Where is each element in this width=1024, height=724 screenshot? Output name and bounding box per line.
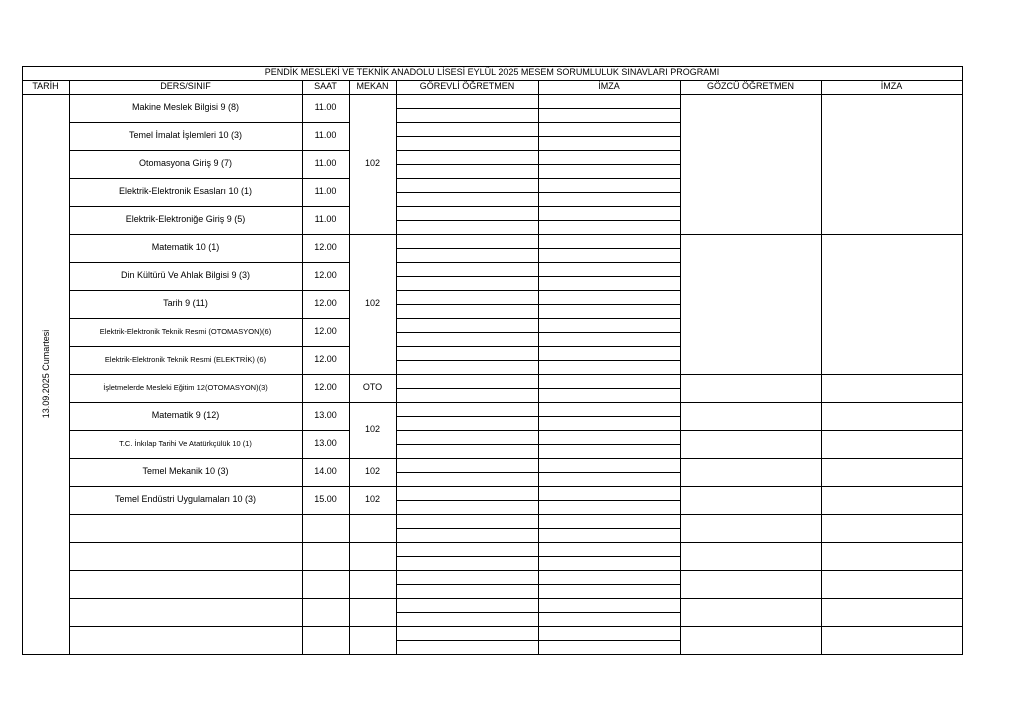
observer-row-divider — [680, 430, 963, 431]
exam-time-cell — [302, 626, 349, 654]
signature-sub-line — [396, 220, 681, 221]
signature-sub-line — [396, 472, 681, 473]
exam-time-cell: 11.00 — [314, 130, 337, 141]
signature-row-line — [396, 486, 681, 487]
exam-time-cell — [302, 542, 349, 570]
course-name-cell: Makine Meslek Bilgisi 9 (8) — [131, 102, 240, 113]
exam-time-cell — [302, 570, 349, 598]
observer-row-divider — [680, 542, 963, 543]
observer-row-divider — [680, 626, 963, 627]
exam-room-cell: 102 — [364, 466, 381, 477]
signature-sub-line — [396, 136, 681, 137]
header-ders-sinif: DERS/SINIF — [160, 81, 211, 92]
signature-row-line — [396, 234, 681, 235]
exam-time-cell: 12.00 — [314, 298, 337, 309]
table-top-border — [22, 66, 963, 67]
course-name-cell: Matematik 10 (1) — [151, 242, 220, 253]
table-right-border — [962, 66, 963, 655]
exam-time-cell: 12.00 — [314, 354, 337, 365]
observer-row-divider — [680, 234, 963, 235]
signature-sub-line — [396, 528, 681, 529]
course-name-cell — [69, 570, 302, 598]
header-imza-gozcu: İMZA — [880, 81, 903, 92]
course-name-cell: Din Kültürü Ve Ahlak Bilgisi 9 (3) — [120, 270, 251, 281]
course-name-cell: Otomasyona Giriş 9 (7) — [138, 158, 233, 169]
signature-row-line — [396, 514, 681, 515]
observer-row-divider — [680, 458, 963, 459]
signature-sub-line — [396, 108, 681, 109]
course-name-cell: İşletmelerde Mesleki Eğitim 12(OTOMASYON)(3) — [103, 382, 268, 392]
exam-room-cell: 102 — [364, 298, 381, 309]
exam-room-cell: 102 — [364, 494, 381, 505]
table-left-border — [22, 66, 23, 655]
exam-time-cell: 15.00 — [314, 494, 337, 505]
exam-time-cell: 12.00 — [314, 326, 337, 337]
exam-time-cell: 11.00 — [314, 158, 337, 169]
signature-sub-line — [396, 416, 681, 417]
exam-room-cell: OTO — [362, 382, 383, 393]
signature-sub-line — [396, 612, 681, 613]
signature-sub-line — [396, 444, 681, 445]
signature-sub-line — [396, 304, 681, 305]
signature-sub-line — [396, 276, 681, 277]
course-name-cell: Elektrik-Elektroniğe Giriş 9 (5) — [125, 214, 246, 225]
signature-row-line — [396, 570, 681, 571]
exam-room-cell: 102 — [364, 158, 381, 169]
course-name-cell: Elektrik-Elektronik Teknik Resmi (ELEKTRİK) (6) — [104, 354, 267, 364]
column-divider — [396, 80, 397, 655]
exam-time-cell — [302, 514, 349, 542]
exam-time-cell: 11.00 — [314, 214, 337, 225]
course-name-cell: Elektrik-Elektronik Esasları 10 (1) — [118, 186, 253, 197]
observer-row-divider — [680, 374, 963, 375]
course-name-cell: Temel İmalat İşlemleri 10 (3) — [128, 130, 243, 141]
signature-row-line — [396, 178, 681, 179]
signature-row-line — [396, 206, 681, 207]
exam-time-cell: 11.00 — [314, 186, 337, 197]
exam-room-cell — [349, 570, 396, 598]
course-name-cell — [69, 542, 302, 570]
observer-row-divider — [680, 598, 963, 599]
signature-sub-line — [396, 192, 681, 193]
signature-row-line — [396, 402, 681, 403]
exam-time-cell: 12.00 — [314, 270, 337, 281]
column-divider — [538, 80, 539, 655]
course-name-cell: Tarih 9 (11) — [163, 298, 208, 309]
signature-row-line — [396, 262, 681, 263]
signature-sub-line — [396, 360, 681, 361]
exam-time-cell: 12.00 — [314, 242, 337, 253]
signature-sub-line — [396, 584, 681, 585]
exam-room-cell — [349, 598, 396, 626]
course-name-cell: Temel Endüstri Uygulamaları 10 (3) — [114, 494, 257, 505]
signature-row-line — [396, 346, 681, 347]
signature-sub-line — [396, 332, 681, 333]
signature-sub-line — [396, 164, 681, 165]
signature-sub-line — [396, 556, 681, 557]
course-name-cell: Matematik 9 (12) — [151, 410, 220, 421]
header-saat: SAAT — [314, 81, 337, 92]
observer-row-divider — [680, 570, 963, 571]
signature-row-line — [396, 122, 681, 123]
course-name-cell: T.C. İnkılap Tarihi Ve Atatürkçülük 10 (1) — [119, 438, 252, 448]
course-name-cell — [69, 514, 302, 542]
signature-row-line — [396, 374, 681, 375]
signature-row-line — [396, 598, 681, 599]
exam-time-cell: 11.00 — [314, 102, 337, 113]
course-name-cell — [69, 598, 302, 626]
header-gozcu-ogretmen: GÖZCÜ ÖĞRETMEN — [707, 81, 794, 92]
column-divider — [821, 80, 822, 655]
observer-row-divider — [680, 514, 963, 515]
exam-room-cell — [349, 514, 396, 542]
signature-row-line — [396, 542, 681, 543]
signature-row-line — [396, 150, 681, 151]
exam-time-cell — [302, 598, 349, 626]
course-name-cell — [69, 626, 302, 654]
signature-sub-line — [396, 500, 681, 501]
course-name-cell: Elektrik-Elektronik Teknik Resmi (OTOMASYON)(6) — [99, 326, 272, 336]
exam-room-cell — [349, 626, 396, 654]
header-mekan: MEKAN — [356, 81, 389, 92]
exam-date: 13.09.2025 Cumartesi — [40, 329, 51, 419]
exam-time-cell: 13.00 — [314, 438, 337, 449]
header-tarih: TARİH — [32, 81, 59, 92]
signature-row-line — [396, 458, 681, 459]
signature-sub-line — [396, 248, 681, 249]
exam-room-cell: 102 — [364, 424, 381, 435]
exam-time-cell: 13.00 — [314, 410, 337, 421]
course-name-cell: Temel Mekanik 10 (3) — [142, 466, 229, 477]
signature-sub-line — [396, 388, 681, 389]
observer-row-divider — [680, 486, 963, 487]
signature-row-line — [396, 318, 681, 319]
header-imza-gorevli: İMZA — [598, 81, 620, 92]
signature-row-line — [396, 626, 681, 627]
column-divider — [680, 80, 681, 655]
header-gorevli-ogretmen: GÖREVLİ ÖĞRETMEN — [419, 81, 515, 92]
exam-room-cell — [349, 542, 396, 570]
observer-row-divider — [680, 402, 963, 403]
signature-row-line — [396, 430, 681, 431]
exam-time-cell: 12.00 — [314, 382, 337, 393]
signature-sub-line — [396, 640, 681, 641]
exam-time-cell: 14.00 — [314, 466, 337, 477]
signature-row-line — [396, 290, 681, 291]
schedule-title: PENDİK MESLEKİ VE TEKNİK ANADOLU LİSESİ EYLÜL 2025 MESEM SORUMLULUK SINAVLARI PROGRAMI — [264, 67, 720, 78]
